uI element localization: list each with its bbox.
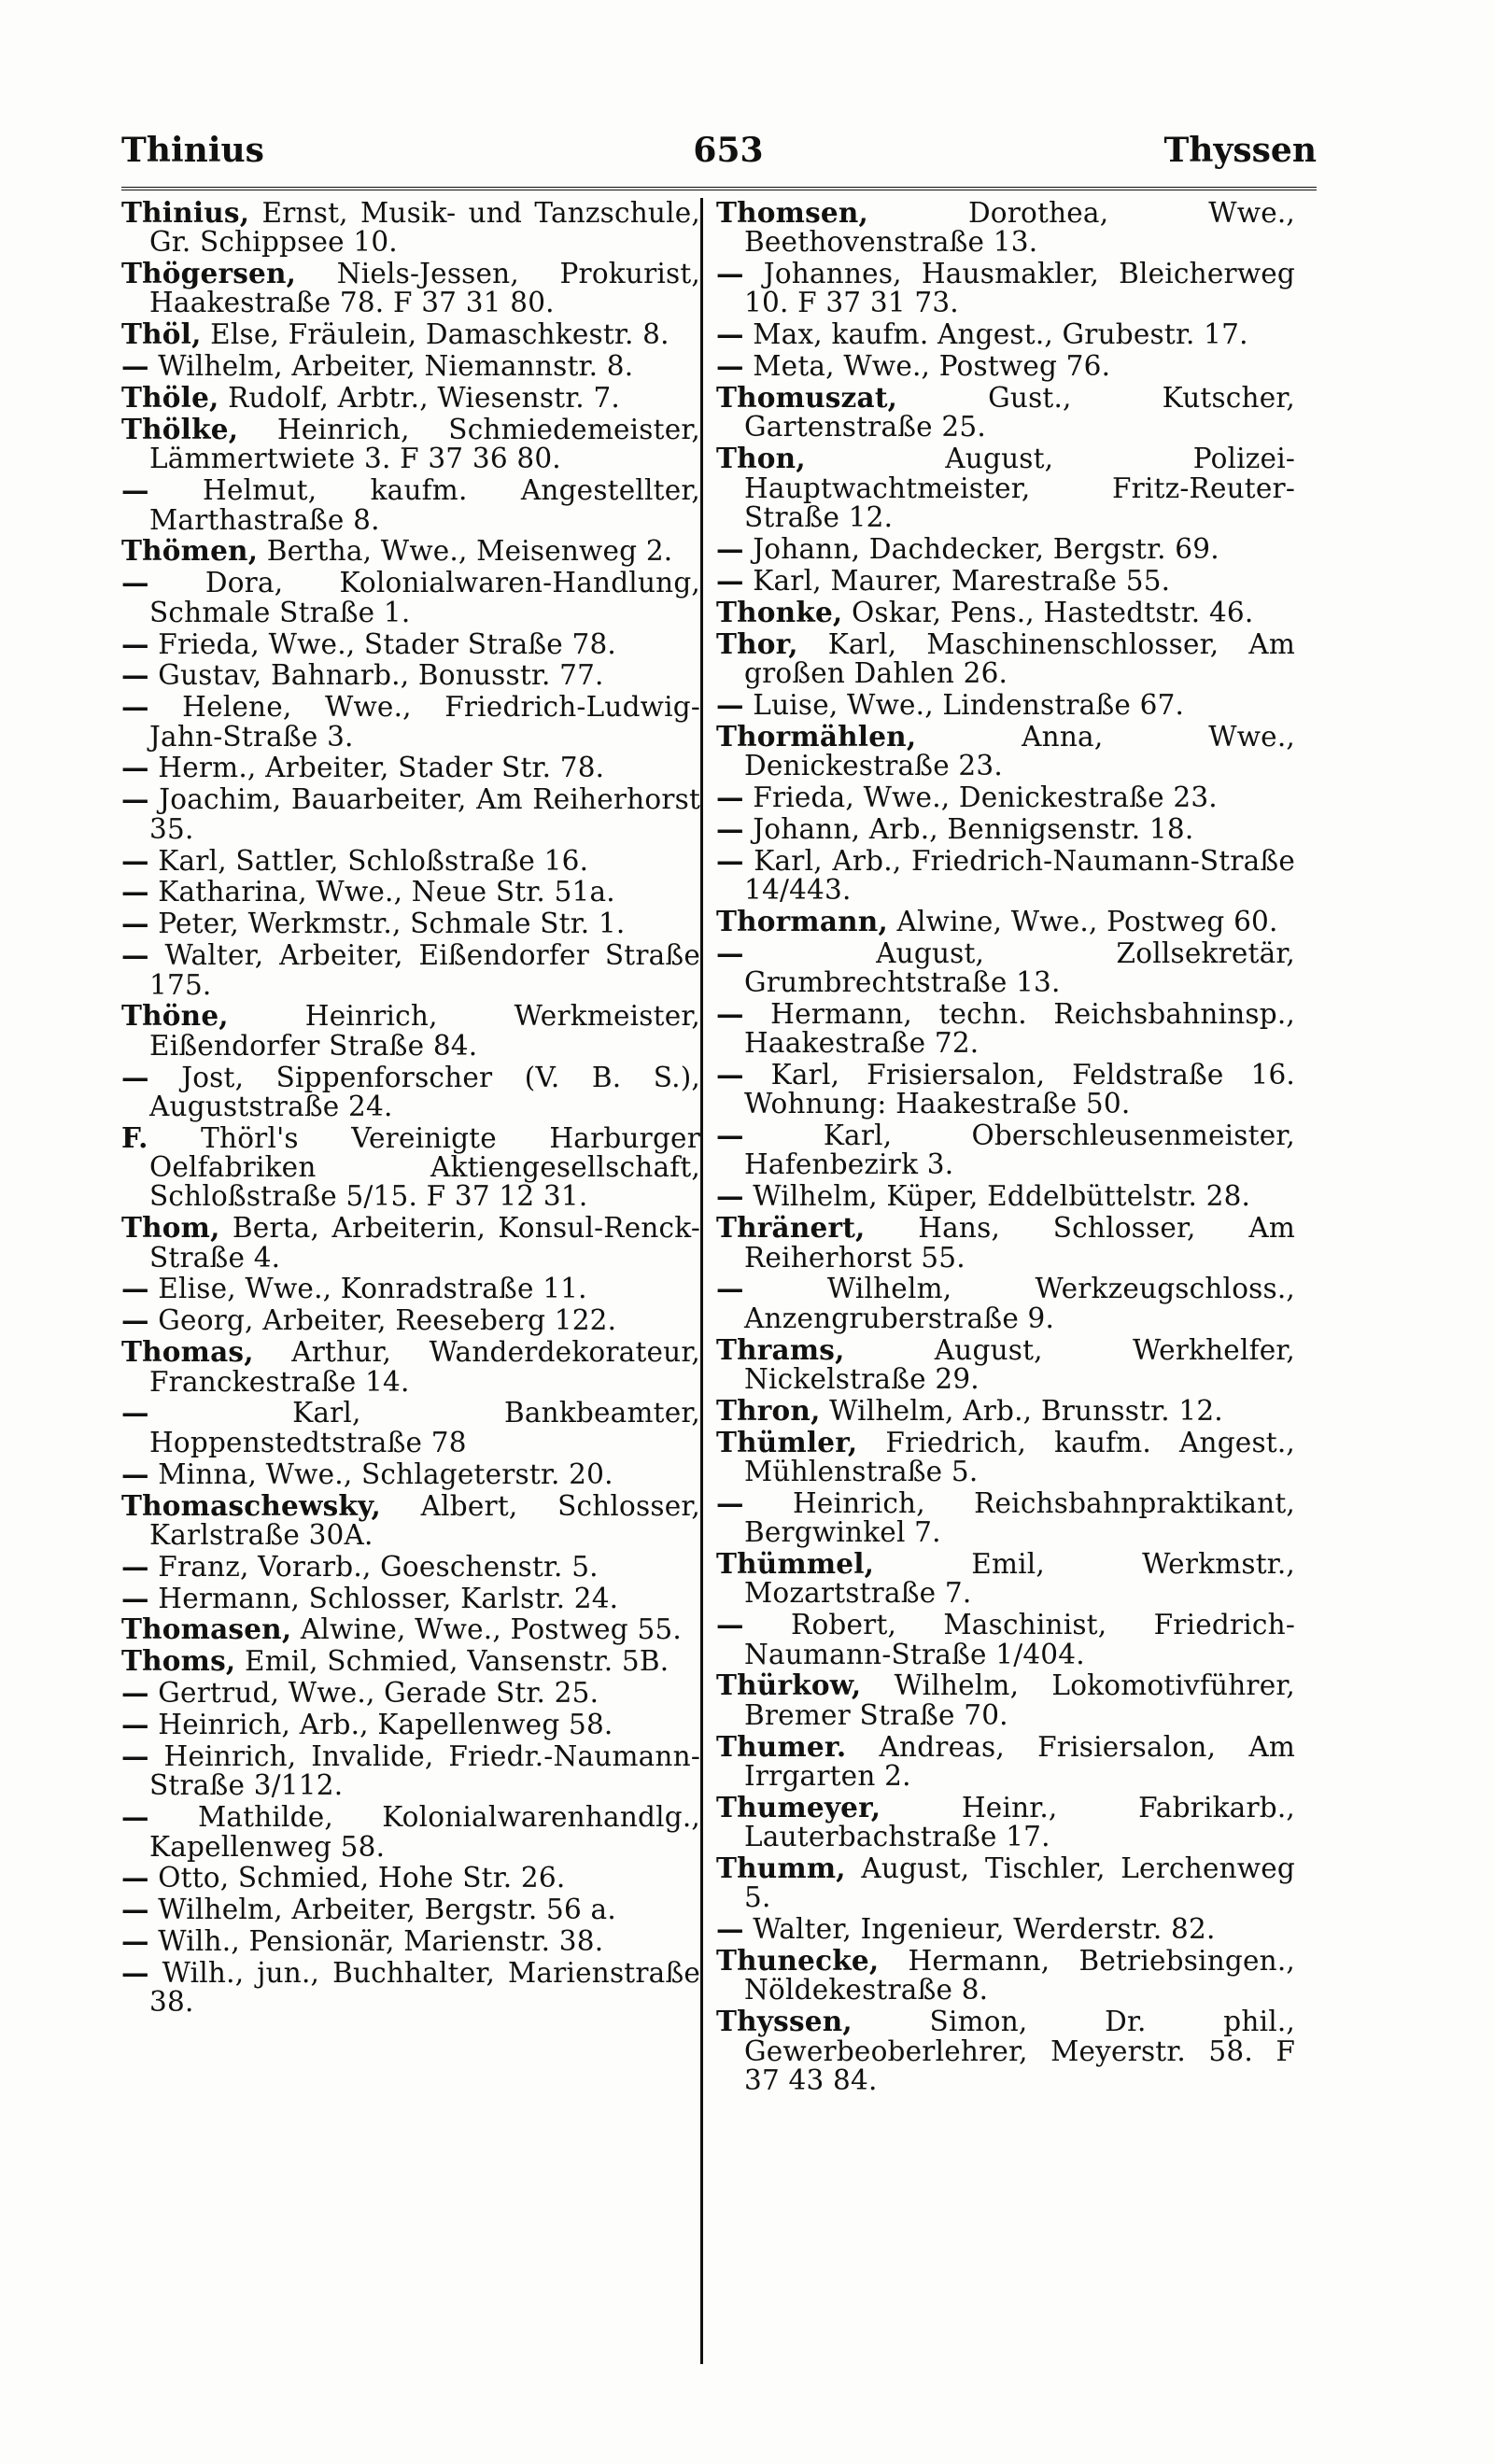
directory-entry (121, 660, 700, 690)
entry-details: August, Tischler, Lerchenweg 5. (744, 1852, 1295, 1914)
entry-details: Georg, Arbeiter, Reeseberg 122. (158, 1304, 617, 1337)
directory-entry (716, 2006, 1295, 2095)
entry-details: Hermann, Betriebsingen., Nöldekestraße 8. (744, 1945, 1295, 2006)
directory-entry (716, 1549, 1295, 1609)
entry-details: Jost, Sippenforscher (V. B. S.), Auguststraße 24. (149, 1061, 701, 1122)
entry-details: Max, kaufm. Angest., Grubestr. 17. (753, 318, 1248, 351)
entry-details: August, Zollsekretär, Grumbrechtstraße 13. (744, 936, 1295, 998)
directory-entry (121, 908, 700, 938)
directory-entry (121, 1274, 700, 1303)
entry-details: Dorothea, Wwe., Beethovenstraße 13. (744, 197, 1296, 259)
directory-entry (121, 475, 700, 535)
directory-entry (716, 1610, 1295, 1669)
directory-entry (121, 1581, 700, 1614)
entry-details: Gertrud, Wwe., Gerade Str. 25. (158, 1677, 599, 1710)
directory-entry (716, 1274, 1295, 1333)
entry-surname: Thom, (121, 1211, 220, 1245)
directory-entry (121, 383, 700, 413)
entry-surname: — (716, 687, 744, 721)
directory-entry (121, 1894, 700, 1924)
directory-entry (716, 904, 1295, 937)
entry-details: Emil, Werkmstr., Mozartstraße 7. (744, 1548, 1295, 1610)
entry-surname: Thränert, (716, 1211, 866, 1245)
entry-details: Wilhelm, Arb., Brunsstr. 12. (829, 1394, 1223, 1427)
directory-entry (716, 843, 1295, 906)
directory-entry (121, 753, 700, 782)
entry-surname: — (121, 782, 149, 816)
entry-surname: Thomsen, (716, 196, 868, 229)
entry-details: Luise, Wwe., Lindenstraße 67. (753, 688, 1185, 721)
entry-surname: — (121, 1956, 149, 1990)
entry-details: Alwine, Wwe., Postweg 55. (300, 1613, 682, 1646)
entry-surname: Thonke, (716, 595, 843, 628)
directory-entry (121, 536, 700, 566)
entry-surname: — (121, 1581, 149, 1614)
entry-details: Wilhelm, Küper, Eddelbüttelstr. 28. (753, 1180, 1251, 1213)
entry-details: Thörl's Vereinigte Harburger Oelfabriken Aktiengesellschaft, Schloßstraße 5/15. F 37 12 31. (149, 1121, 700, 1213)
directory-entry (121, 1337, 700, 1397)
entry-surname: — (121, 566, 149, 599)
entry-details: Andreas, Frisiersalon, Am Irrgarten 2. (744, 1730, 1296, 1792)
entry-surname: — (121, 1800, 149, 1834)
entry-details: Robert, Maschinist, Friedrich-Naumann-Straße 1/404. (744, 1609, 1295, 1670)
entry-surname: — (121, 938, 149, 972)
entry-details: Wilhelm, Lokomotivführer, Bremer Straße 70. (744, 1669, 1296, 1731)
directory-entry (121, 1305, 700, 1335)
directory-entry (716, 1790, 1296, 1853)
entry-details: Karl, Sattler, Schloßstraße 16. (158, 844, 589, 877)
header-rule (121, 187, 1317, 190)
entry-surname: Thumeyer, (716, 1790, 881, 1823)
entry-surname: — (716, 257, 744, 290)
entry-surname: Thürkow, (716, 1668, 862, 1702)
directory-entry (121, 1614, 700, 1644)
directory-entry (121, 1459, 700, 1489)
entry-details: Joachim, Bauarbeiter, Am Reiherhorst 35. (149, 783, 701, 845)
directory-entry (716, 383, 1295, 443)
entry-details: Otto, Schmied, Hohe Str. 26. (158, 1862, 566, 1894)
entry-surname: — (121, 1060, 149, 1093)
entry-surname: — (121, 843, 149, 877)
entry-details: Karl, Bankbeamter, Hoppenstedtstraße 78 (149, 1397, 700, 1458)
directory-entry (716, 531, 1295, 565)
directory-entry (716, 1946, 1295, 2006)
entry-details: August, Werkhelfer, Nickelstraße 29. (744, 1333, 1296, 1395)
entry-surname: — (121, 907, 149, 940)
entry-surname: — (716, 1119, 744, 1152)
entry-details: Anna, Wwe., Denickestraße 23. (744, 720, 1295, 781)
directory-entry (716, 351, 1295, 381)
directory-entry (716, 811, 1295, 845)
directory-entry (121, 629, 700, 659)
page-header (121, 129, 1317, 172)
entry-details: Karl, Arb., Friedrich-Naumann-Straße 14/443. (744, 844, 1295, 906)
entry-details: Gust., Kutscher, Gartenstraße 25. (744, 382, 1295, 444)
entry-surname: Thümmel, (716, 1547, 875, 1581)
directory-entry (121, 415, 700, 474)
entry-details: Wilhelm, Arbeiter, Bergstr. 56 a. (158, 1894, 616, 1926)
directory-entry (716, 687, 1295, 721)
entry-details: Mathilde, Kolonialwarenhandlg., Kapellenweg 58. (149, 1801, 700, 1863)
entry-surname: — (121, 690, 149, 724)
entry-details: Simon, Dr. phil., Gewerbeoberlehrer, Meyerstr. 58. F 37 43 84. (744, 2006, 1296, 2096)
entry-surname: — (716, 843, 744, 877)
entry-details: Heinrich, Invalide, Friedr.-Naumann-Straße 3/112. (149, 1740, 701, 1802)
entry-details: Heinrich, Arb., Kapellenweg 58. (158, 1709, 613, 1741)
directory-entry (716, 1120, 1295, 1180)
directory-entry (121, 1213, 700, 1273)
directory-entry (716, 444, 1295, 532)
entry-surname: — (716, 1179, 744, 1213)
entry-details: Dora, Kolonialwaren-Handlung, Schmale Straße 1. (149, 567, 701, 628)
entry-surname: Thümler, (716, 1425, 858, 1458)
entry-surname: — (716, 1912, 744, 1946)
entry-details: Rudolf, Arbtr., Wiesenstr. 7. (228, 382, 621, 415)
entry-surname: Thinius, (121, 196, 250, 229)
entry-details: Helene, Wwe., Friedrich-Ludwig-Jahn-Straße 3. (149, 691, 700, 753)
entry-surname: — (121, 1272, 149, 1305)
directory-entry (716, 563, 1295, 597)
entry-details: Johannes, Hausmakler, Bleicherweg 10. F 37 31 73. (744, 258, 1296, 319)
entry-details: Heinrich, Werkmeister, Eißendorfer Straße 84. (149, 1000, 700, 1062)
directory-entry (716, 1213, 1295, 1273)
directory-entry (716, 595, 1295, 628)
directory-entry (716, 1729, 1296, 1792)
entry-details: Wilhelm, Werkzeugschloss., Anzengruberstraße 9. (744, 1273, 1295, 1334)
entry-surname: Thyssen, (716, 2005, 853, 2038)
entry-surname: — (121, 627, 149, 660)
entry-surname: — (121, 473, 149, 507)
entry-surname: — (716, 811, 744, 845)
entry-details: Alwine, Wwe., Postweg 60. (896, 905, 1278, 937)
entry-surname: — (716, 996, 744, 1030)
directory-entry (716, 1670, 1295, 1730)
entry-details: Heinrich, Reichsbahnpraktikant, Bergwinkel 7. (744, 1486, 1295, 1549)
entry-details: Karl, Frisiersalon, Feldstraße 16. Wohnung: Haakestraße 50. (744, 1059, 1295, 1120)
entry-surname: — (121, 1303, 149, 1337)
entry-details: Else, Fräulein, Damaschkestr. 8. (210, 318, 669, 351)
entry-surname: — (716, 936, 744, 969)
directory-entry (121, 1060, 701, 1122)
directory-entry (716, 259, 1295, 318)
entry-details: Wilh., Pensionär, Marienstr. 38. (158, 1925, 604, 1958)
entry-details: Albert, Schlosser, Karlstraße 30A. (149, 1489, 700, 1551)
entry-surname: Thrams, (716, 1332, 845, 1366)
entry-surname: — (121, 1924, 149, 1958)
directory-entry (716, 1332, 1296, 1395)
entry-details: Katharina, Wwe., Neue Str. 51a. (158, 876, 615, 908)
directory-entry (121, 1863, 700, 1893)
entry-surname: Thoms, (121, 1644, 236, 1678)
directory-entry (121, 877, 700, 907)
entry-details: Hans, Schlosser, Am Reiherhorst 55. (744, 1212, 1296, 1274)
entry-surname: — (121, 1739, 149, 1773)
entry-details: Minna, Wwe., Schlageterstr. 20. (158, 1457, 613, 1490)
entry-surname: Thöl, (121, 317, 202, 351)
directory-entry (121, 259, 700, 318)
entry-surname: Thon, (716, 442, 806, 475)
entry-details: Arthur, Wanderdekorateur, Franckestraße 14. (149, 1336, 700, 1398)
entry-details: Helmut, kaufm. Angestellter, Marthastraße 8. (149, 474, 700, 536)
directory-entry (121, 1678, 700, 1708)
directory-entry (121, 1710, 700, 1739)
directory-entry (121, 1926, 700, 1956)
entry-surname: Thor, (716, 627, 798, 660)
entry-surname: — (716, 349, 744, 383)
entry-details: Walter, Ingenieur, Werderstr. 82. (753, 1913, 1216, 1946)
entry-details: Wilhelm, Arbeiter, Niemannstr. 8. (158, 350, 634, 383)
entry-surname: — (121, 1893, 149, 1926)
entry-surname: Thögersen, (121, 257, 297, 290)
entry-surname: — (716, 563, 744, 597)
entry-details: Herm., Arbeiter, Stader Str. 78. (158, 752, 605, 784)
entry-surname: Thomasen, (121, 1612, 292, 1646)
directory-entry (716, 1914, 1295, 1944)
directory-entry (121, 319, 700, 349)
entry-details: Meta, Wwe., Postweg 76. (753, 350, 1111, 383)
entry-surname: Thunecke, (716, 1944, 880, 1978)
column-divider (700, 198, 703, 2364)
entry-surname: Thron, (716, 1393, 821, 1427)
directory-entry (121, 1802, 700, 1862)
entry-surname: Thomaschewsky, (121, 1488, 382, 1522)
directory-entry (716, 1393, 1295, 1427)
entry-surname: Thöne, (121, 999, 229, 1033)
entry-details: Heinrich, Schmiedemeister, Lämmertwiete 3. F 37 36 80. (149, 414, 700, 475)
directory-entry (121, 940, 700, 1000)
directory-entry (121, 784, 700, 844)
entry-details: Frieda, Wwe., Stader Straße 78. (158, 627, 617, 660)
directory-entry (716, 719, 1295, 781)
entry-details: Wilh., jun., Buchhalter, Marienstraße 38. (149, 1957, 701, 2019)
entry-surname: — (121, 1708, 149, 1741)
directory-entry (716, 1060, 1295, 1119)
entry-surname: — (716, 1608, 744, 1641)
entry-details: Gustav, Bahnarb., Bonusstr. 77. (158, 659, 604, 692)
directory-entry (121, 843, 700, 877)
entry-details: Hermann, techn. Reichsbahninsp., Haakestraße 72. (744, 997, 1295, 1060)
entry-surname: Thormann, (716, 904, 888, 937)
entry-details: Bertha, Wwe., Meisenweg 2. (266, 535, 673, 568)
entry-details: Walter, Arbeiter, Eißendorfer Straße 175. (149, 939, 700, 1001)
entry-surname: Thöle, (121, 381, 219, 415)
directory-entry (121, 1741, 700, 1801)
directory-entry (121, 1958, 700, 2018)
entry-details: Oskar, Pens., Hastedtstr. 46. (851, 596, 1254, 628)
entry-surname: — (716, 1485, 744, 1519)
entry-surname: — (716, 317, 744, 351)
entry-details: Ernst, Musik- und Tanzschule, Gr. Schippsee 10. (149, 197, 701, 259)
directory-entry (121, 1549, 700, 1583)
entry-surname: Thölke, (121, 413, 239, 446)
entry-details: Frieda, Wwe., Denickestraße 23. (753, 781, 1218, 813)
entry-details: Karl, Oberschleusenmeister, Hafenbezirk 3. (744, 1119, 1295, 1181)
directory-entry (716, 996, 1295, 1060)
directory-entry (716, 198, 1295, 258)
entry-details: Heinr., Fabrikarb., Lauterbachstraße 17. (744, 1791, 1296, 1853)
directory-entry (716, 1181, 1295, 1211)
directory-entry (121, 692, 700, 752)
directory-entry (121, 351, 700, 381)
entry-surname: — (716, 780, 744, 813)
entry-surname: Thumer. (716, 1729, 847, 1763)
entry-surname: Thumm, (716, 1852, 846, 1885)
directory-entry (716, 1853, 1295, 1913)
entry-details: Johann, Arb., Bennigsenstr. 18. (753, 812, 1194, 845)
entry-details: Friedrich, kaufm. Angest., Mühlenstraße 5. (744, 1426, 1295, 1488)
page-number: 653 (693, 131, 764, 170)
entry-surname: — (121, 1676, 149, 1710)
entry-details: August, Polizei-Hauptwachtmeister, Fritz-Reuter-Straße 12. (744, 443, 1296, 533)
header-first-entry: Thinius (121, 131, 264, 170)
directory-entry (121, 1120, 700, 1213)
directory-entry (716, 319, 1295, 349)
entry-details: Karl, Maschinenschlosser, Am großen Dahlen 26. (744, 627, 1295, 689)
entry-details: Johann, Dachdecker, Bergstr. 69. (753, 532, 1219, 565)
entry-surname: — (121, 1457, 149, 1490)
directory-entry (121, 1646, 700, 1676)
directory-entry (121, 198, 700, 258)
entry-details: Berta, Arbeiterin, Konsul-Renck-Straße 4. (149, 1212, 701, 1274)
entry-surname: — (121, 1549, 149, 1583)
entry-details: Hermann, Schlosser, Karlstr. 24. (158, 1582, 619, 1614)
directory-entry (716, 782, 1295, 812)
entry-surname: — (121, 349, 149, 383)
entry-surname: — (121, 751, 149, 784)
header-last-entry: Thyssen (1163, 131, 1317, 170)
entry-details: Franz, Vorarb., Goeschenstr. 5. (158, 1550, 599, 1583)
entry-surname: Thomuszat, (716, 381, 898, 415)
entry-surname: — (121, 1396, 149, 1429)
entry-surname: Thomas, (121, 1335, 254, 1369)
directory-entry (121, 1398, 700, 1457)
entry-surname: — (716, 1058, 744, 1091)
entry-surname: — (716, 1272, 744, 1305)
directory-entry (716, 1485, 1295, 1549)
directory-entry (716, 1425, 1295, 1488)
directory-entry (121, 1001, 700, 1061)
entry-surname: — (121, 875, 149, 908)
entry-surname: — (121, 1861, 149, 1894)
entry-details: Elise, Wwe., Konradstraße 11. (158, 1273, 587, 1305)
left-column (121, 198, 700, 2019)
directory-entry (121, 1488, 700, 1551)
right-column (716, 198, 1295, 2097)
entry-details: Niels-Jessen, Prokurist, Haakestraße 78. F 37 31 80. (149, 258, 700, 319)
directory-entry (716, 629, 1295, 689)
entry-surname: — (716, 531, 744, 565)
entry-surname: Thormählen, (716, 719, 917, 753)
entry-details: Karl, Maurer, Marestraße 55. (753, 564, 1171, 597)
entry-details: Emil, Schmied, Vansenstr. 5B. (244, 1645, 669, 1678)
directory-entry (716, 938, 1295, 998)
entry-details: Peter, Werkmstr., Schmale Str. 1. (158, 908, 626, 940)
entry-surname: Thömen, (121, 534, 259, 568)
entry-surname: — (121, 658, 149, 692)
entry-surname: F. (121, 1120, 148, 1154)
directory-entry (121, 568, 700, 627)
